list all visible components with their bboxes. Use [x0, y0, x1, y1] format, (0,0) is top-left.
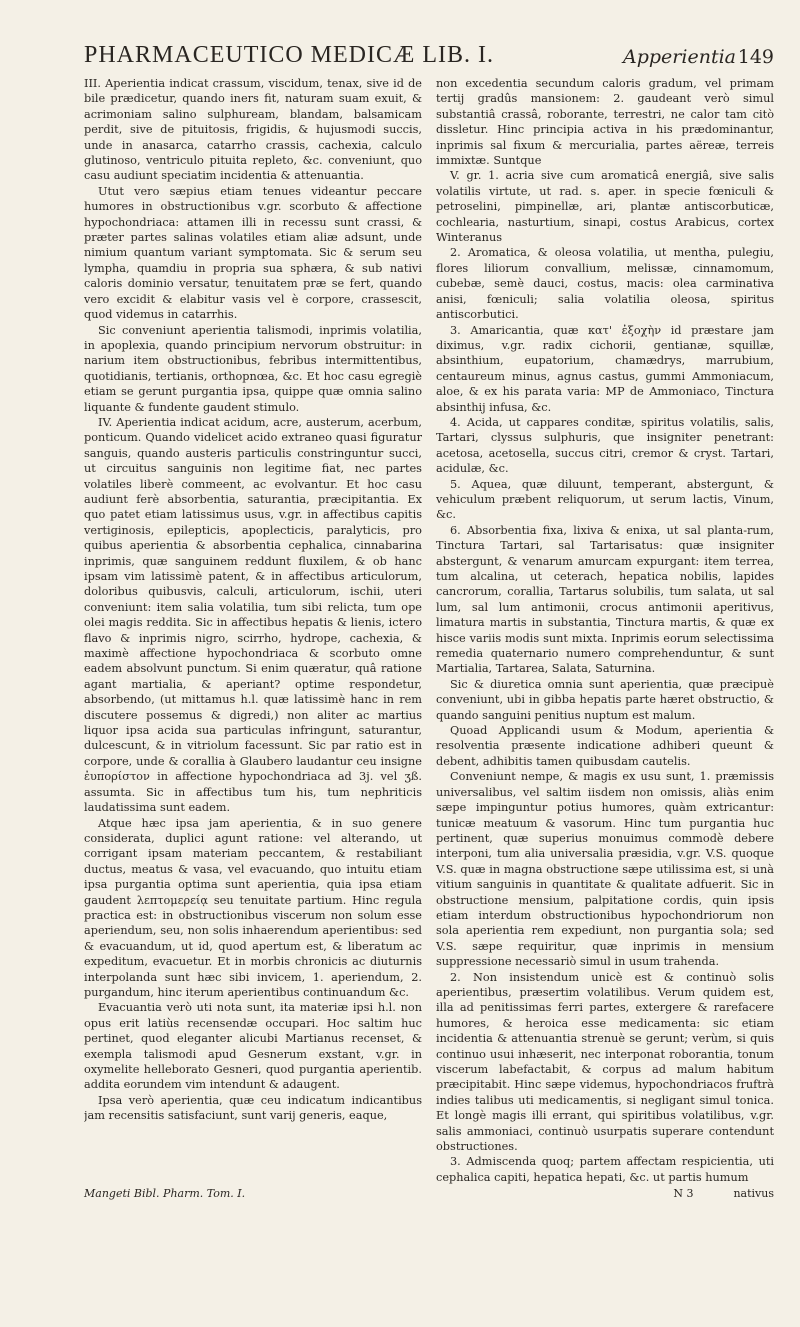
running-head: PHARMACEUTICO MEDICÆ LIB. I. [84, 42, 495, 68]
catchword: nativus [733, 1187, 774, 1201]
signature-mark: N 3 [673, 1187, 694, 1201]
page-header [84, 42, 774, 72]
paragraph: Conveniunt nempe, & magis ex usu sunt, 1. præmissis universalibus, vel saltim iisdem non omissis, aliàs enim sæpe impinguntur potius humores, quàm extricantur: tunicæ meatuum & vasorum. Hinc tum purgantia huc pertinent, quæ superius monuimus commodè debere interponi, tum alia universalia præsidia, v.gr. V.S. quoque V.S. quæ in magna obstructione sæpe utilissima est, si unà vitium sanguinis in quantitate & qualitate adfuerit. Sic in obstructione mensium, palpitatione cordis, quin ipsis etiam interdum obstructionibus hypochondriorum non sola aperientia rem expediunt, non purgantia sola; sed V.S. sæpe requiritur, quæ inprimis in mensium suppressione necessariò simul in usum trahenda. [436, 770, 774, 969]
paragraph: Quoad Applicandi usum & Modum, aperientia & resolventia præsente indicatione adhiberi queunt & debent, adhibitis tamen quibusdam cautelis. [436, 724, 774, 768]
paragraph: Atque hæc ipsa jam aperientia, & in suo genere considerata, duplici agunt ratione: vel alterando, ut corrigant ipsam materiam peccantem, & restabiliant ductus, meatus & vasa, vel evacuando, quo intuitu etiam ipsa purgantia optima sunt aperientia, quia ipsa etiam gaudent λεπτομερείᾳ seu tenuitate partium. Hinc regula practica est: in obstructionibus viscerum non solum esse aperiendum, seu, non solis inhaerendum aperientibus: sed & evacuandum, ut id, quod apertum est, & liberatum ac expeditum, evacuetur. Et in morbis chronicis ac diuturnis interpolanda sunt hæc sibi invicem, 1. aperiendum, 2. purgandum, hinc iterum aperientibus continuandum &c. [84, 816, 422, 999]
paragraph: 4. Acida, ut cappares conditæ, spiritus volatilis, salis, Tartari, clyssus sulphuris, que insigniter penetrant: acetosa, acetosella, succus citri, cremor & cryst. Tartari, acidulæ, &c. [436, 415, 774, 476]
text-columns [84, 76, 774, 1185]
page-footer [84, 1187, 774, 1200]
paragraph: 3. Amaricantia, quæ κατ' ἐξοχὴν id præstare jam diximus, v.gr. radix cichorii, gentianæ, squillæ, absinthium, eupatorium, chamædrys, marrubium, centaureum minus, agnus castus, gummi Ammoniacum, aloe, & ex his parata varia: MP de Ammoniaco, Tinctura absinthij infusa, &c. [436, 323, 774, 414]
paragraph: Ipsa verò aperientia, quæ ceu indicatum indicantibus jam recensitis satisfaciunt, sunt varij generis, eaque, [84, 1093, 422, 1123]
paragraph: IV. Aperientia indicat acidum, acre, austerum, acerbum, ponticum. Quando videlicet acido extraneo quasi figuratur sanguis, quando austeris particulis constringuntur succi, ut circuitus sanguinis non legitime fiat, nec partes volatiles liberè commeent, ac evolvantur. Et hoc casu audiunt ferè absorbentia, saturantia, præcipitantia. Ex quo patet etiam latissimus usus, v.gr. in affectibus capitis vertiginosis, epilepticis, apoplecticis, paralyticis, pro quibus aperientia & absorbentia cephalica, cinnabarina inprimis, quæ sanguinem reddunt fluxilem, & ob hanc ipsam vim latissimè patent, & in affectibus articulorum, doloribus quibusvis, calculi, articulorum, ischii, uteri conveniunt: item salia volatilia, tum sibi relicta, tum ope olei magis reddita. Sic in affectibus hepatis & lienis, ictero flavo & inprimis nigro, scirrho, hydrope, cachexia, & maximè affectione hypochondriaca & scorbuto omne eadem absolvunt punctum. Si enim quæratur, quâ ratione agant martialia, & aperiant? optime respondetur, absorbendo, (ut mittamus h.l. quæ latissimè hanc in rem discutere possemus & digredi,) non aliter ac martius liquor ipsa acida sua particulas infringunt, saturantur, dulcescunt, & in vitriolum facessunt. Sic par ratio est in corpore, unde & corallia à Glaubero laudantur ceu insigne ἐυπορίστον in affectione hypochondriaca ad 3j. vel ʒß. assumta. Sic in affectibus tum his, tum nephriticis laudatissima sunt eadem. [84, 415, 422, 815]
paragraph: 3. Admiscenda quoq; partem affectam respicientia, uti cephalica capiti, hepatica hepati, &c. ut partis humum [436, 1155, 774, 1184]
footer-citation: Mangeti Bibl. Pharm. Tom. I. [84, 1187, 246, 1201]
paragraph: Utut vero sæpius etiam tenues videantur peccare humores in obstructionibus v.gr. scorbuto & affectione hypochondriaca: attamen illi in recessu sunt crassi, & præter partes salinas volatiles etiam aliæ adsunt, unde nimium quantum variant symptomata. Sic & serum seu lympha, quamdiu in propria sua sphæra, & sub nativi caloris dominio versatur, tenuitatem præ se fert, quando vero excidit & elabitur vasis vel è corpore, crassescit, quod videmus in catarrhis. [84, 184, 422, 322]
paragraph: III. Aperientia indicat crassum, viscidum, tenax, sive id de bile prædicetur, quando iners fit, naturam suam exuit, & acrimoniam salino sulphuream, blandam, balsamicam perdit, sive de pituitosis, frigidis, & hujusmodi succis, unde in anasarca, catarrho crassis, cachexia, calculo glutinoso, ventriculo pituita repleto, &c. conveniunt, quo casu audiunt speciatim incidentia & attenuantia. [84, 77, 422, 183]
paragraph: Evacuantia verò uti nota sunt, ita materiæ ipsi h.l. non opus erit latiùs recensendæ occupari. Hoc saltim huc pertinet, quod eleganter alicubi Martianus recenset, & exempla talismodi apud Gesnerum exstant, v.gr. in oxymelite helleborato Gesneri, quod purgantia aperientib. addita eorundem vim intendunt & adaugent. [84, 1001, 422, 1092]
paragraph: 6. Absorbentia fixa, lixiva & enixa, ut sal planta-rum, Tinctura Tartari, sal Tartarisatus: quæ insigniter abstergunt, & venarum amurcam expurgant: item terrea, tum alcalina, ut ceterach, hepatica nobilis, lapides cancrorum, corallia, Tartarus solubilis, tum salata, ut sal lum, sal lum antimonii, crocus antimonii aperitivus, limatura martis in substantia, Tinctura martis, & quæ ex hisce variis modis sunt mixta. Inprimis eorum selectissima remedia quaternario numero comprehenduntur, & sunt Martialia, Tartarea, Salata, Saturnina. [436, 523, 774, 676]
paragraph: non excedentia secundum caloris gradum, vel primam tertij gradûs mansionem: 2. gaudeant verò simul substantiâ crassâ, roborante, terrestri, ne calor tam citò dissletur. Hinc principia activa in his prædominantur, inprimis sal fixum & mercurialia, partes aëreæ, terreis immixtæ. Suntque [436, 77, 774, 168]
paragraph: Sic & diuretica omnia sunt aperientia, quæ præcipuè conveniunt, ubi in gibba hepatis parte hæret obstructio, & quando sanguini penitius nuptum est malum. [436, 677, 774, 722]
paragraph: V. gr. 1. acria sive cum aromaticâ energiâ, sive salis volatilis virtute, ut rad. s. aper. in specie fœniculi & petroselini, pimpinellæ, ari, plantæ antiscorbuticæ, cochlearia, nasturtium, sinapi, costus Arabicus, cortex Winteranus [436, 169, 774, 245]
paragraph: 2. Non insistendum unicè est & continuò solis aperientibus, præsertim volatilibus. Verum quidem est, illa ad penitissimas ferri partes, extergere & rarefacere humores, & heroica esse medicamenta: sic etiam incidentia & attenuantia strenuè se gerunt; verùm, si quis continuo usui inhæserit, nec interponat roborantia, tonum viscerum labefactabit, & corpus ad malum habitum præcipitabit. Hinc sæpe videmus, hypochondriacos fruftrà indies talibus uti medicamentis, si negligant simul tonica. Et longè magis illi errant, qui spiritibus volatilibus, v.gr. salis ammoniaci, continuò usurpatis superare contendunt obstructiones. [436, 970, 774, 1154]
section-title: Apperientia [623, 46, 736, 68]
page-number: 149 [737, 46, 774, 68]
left-column [84, 76, 422, 1185]
paragraph: 5. Aquea, quæ diluunt, temperant, abstergunt, & vehiculum præbent reliquorum, ut serum lactis, Vinum, &c. [436, 477, 774, 522]
paragraph: Sic conveniunt aperientia talismodi, inprimis volatilia, in apoplexia, quando principium nervorum obstruitur: in narium item obstructionibus, febribus intermittentibus, quotidianis, tertianis, orthopnœa, &c. Et hoc casu egregiè etiam se gerunt purgantia ipsa, quippe quæ omnia salino liquante & fundente gaudent stimulo. [84, 323, 422, 414]
footer-right [429, 1187, 774, 1200]
paragraph: 2. Aromatica, & oleosa volatilia, ut mentha, pulegiu, flores liliorum convallium, melissæ, cinnamomum, cubebæ, semè dauci, costus, macis: olea carminativa anisi, fœniculi; salia volatilia oleosa, spiritus antiscorbutici. [436, 246, 774, 322]
right-column [436, 76, 774, 1185]
